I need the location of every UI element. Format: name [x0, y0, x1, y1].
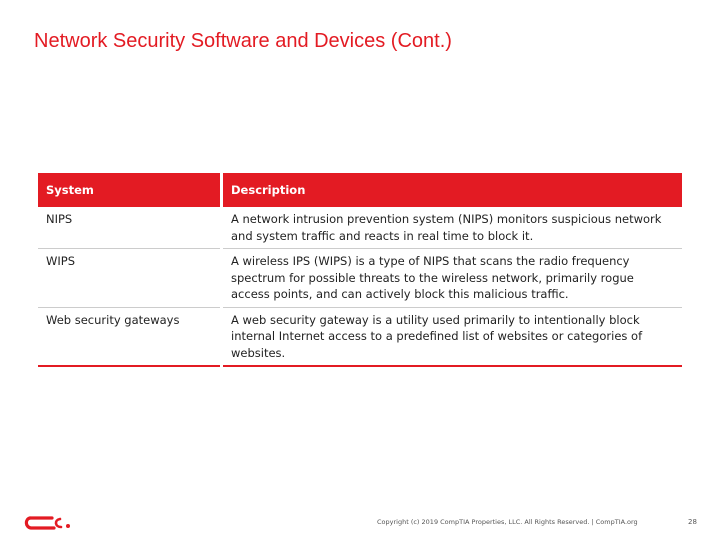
header-description: Description — [222, 173, 683, 207]
footer-copyright: Copyright (c) 2019 CompTIA Properties, LLC. All Rights Reserved. | CompTIA.org — [377, 518, 638, 526]
table-header-row — [38, 173, 682, 207]
description-cell: A wireless IPS (WIPS) is a type of NIPS that scans the radio frequency spectrum for possible threats to the wireless network, primarily rogue access points, and can actively block this malicious traffic. — [222, 249, 683, 308]
table-row — [38, 249, 682, 308]
system-cell: WIPS — [38, 249, 222, 308]
table-row — [38, 207, 682, 249]
header-system: System — [38, 173, 222, 207]
comptia-logo-icon — [24, 515, 74, 531]
system-cell: NIPS — [38, 207, 222, 249]
slide-title: Network Security Software and Devices (Cont.) — [34, 30, 452, 52]
description-cell: A network intrusion prevention system (NIPS) monitors suspicious network and system traffic and reacts in real time to block it. — [222, 207, 683, 249]
systems-table — [38, 173, 682, 367]
system-cell: Web security gateways — [38, 307, 222, 366]
page-number: 28 — [688, 518, 697, 526]
table-row — [38, 307, 682, 366]
description-cell: A web security gateway is a utility used primarily to intentionally block internal Internet access to a predefined list of websites or categories of websites. — [222, 307, 683, 366]
